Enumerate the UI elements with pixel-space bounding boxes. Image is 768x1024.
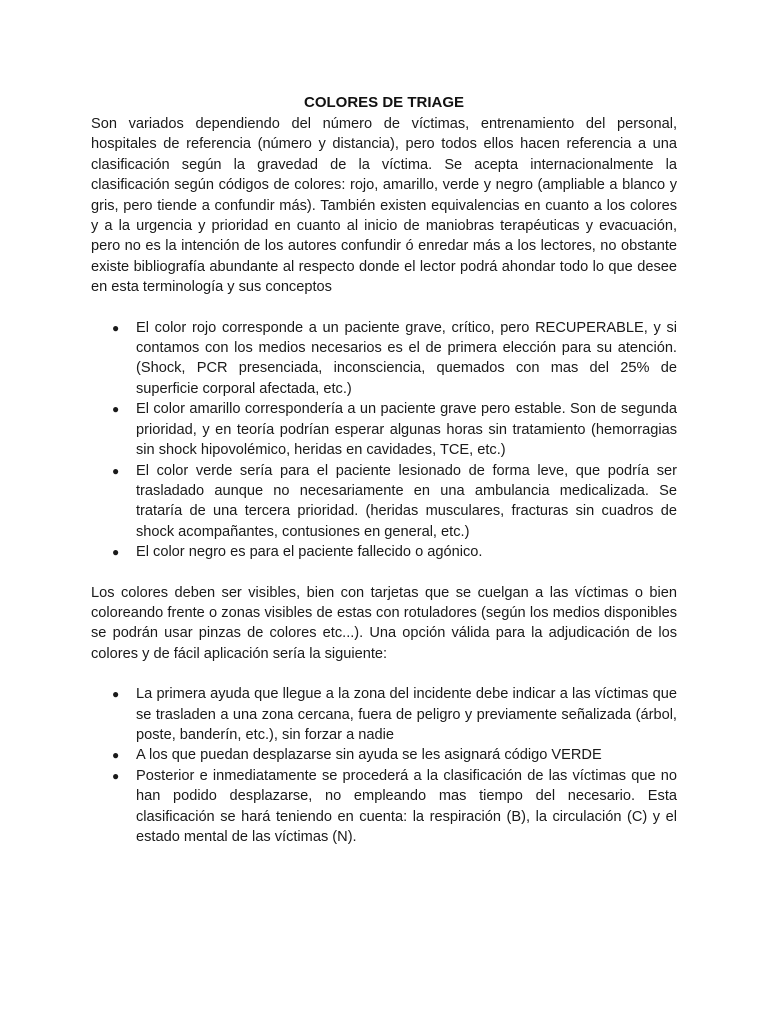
bullet-icon: ● (112, 402, 120, 417)
color-bullet-list (91, 318, 677, 563)
list-item-text: El color rojo corresponde a un paciente grave, crítico, pero RECUPERABLE, y si contamos con los medios necesarios es el de primera elección para su atención. (Shock, PCR presenciada, inconsciencia, quemados con mas del 25% de superficie corporal afectada, etc.) (136, 319, 677, 397)
list-item-text: Posterior e inmediatamente se procederá a la clasificación de las víctimas que no han podido desplazarse, no empleando mas tiempo del necesario. Esta clasificación se hará teniendo en cuenta: la respiración (B), la circulación (C) y el estado mental de las víctimas (N). (136, 767, 677, 845)
spacer (91, 563, 677, 583)
list-item-green-code (91, 745, 677, 765)
list-item-green (91, 461, 677, 543)
bullet-icon: ● (112, 320, 120, 335)
procedure-bullet-list (91, 684, 677, 847)
bullet-icon: ● (112, 687, 120, 702)
list-item-text: A los que puedan desplazarse sin ayuda se les asignará código VERDE (136, 747, 602, 764)
spacer (91, 298, 677, 318)
bullet-icon: ● (112, 748, 120, 763)
list-item-text: El color verde sería para el paciente lesionado de forma leve, que podría ser trasladado aunque no necesariamente en una ambulancia medicalizada. Se trataría de una tercera prioridad. (heridas musculares, fracturas sin cuadros de shock acompañantes, contusiones en general, etc.) (136, 462, 677, 540)
list-item-text: El color negro es para el paciente fallecido o agónico. (136, 544, 483, 561)
list-item-classification (91, 766, 677, 848)
bullet-icon: ● (112, 768, 120, 783)
document-page (91, 93, 677, 847)
visibility-paragraph: Los colores deben ser visibles, bien con tarjetas que se cuelgan a las víctimas o bien coloreando frente o zonas visibles de estas con rotuladores (según los medios disponibles se podrán usar pinzas de colores etc...). Una opción válida para la adjudicación de los colores y de fácil aplicación sería la siguiente: (91, 584, 677, 662)
intro-paragraph: Son variados dependiendo del número de víctimas, entrenamiento del personal, hospitales de referencia (número y distancia), pero todos ellos hacen referencia a una clasificación según la gravedad de la víctima. Se acepta internacionalmente la clasificación según códigos de colores: rojo, amarillo, verde y negro (ampliable a blanco y gris, pero tiende a confundir más). También existen equivalencias en cuanto a los colores y a la urgencia y prioridad en cuanto al inicio de maniobras terapéuticas y evacuación, pero no es la intención de los autores confundir ó enredar más a los lectores, no obstante existe bibliografía abundante al respecto donde el lector podrá ahondar todo lo que desee en esta terminología y sus conceptos (91, 116, 677, 296)
list-item-text: El color amarillo correspondería a un paciente grave pero estable. Son de segunda prioridad, y en teoría podrían esperar algunas horas sin tratamiento (hemorragias sin shock hipovolémico, heridas en cavidades, TCE, etc.) (136, 401, 677, 459)
bullet-icon: ● (112, 545, 120, 560)
bullet-icon: ● (112, 463, 120, 478)
list-item-yellow (91, 399, 677, 460)
list-item-black (91, 542, 677, 562)
list-item-first-aid (91, 684, 677, 745)
page-title: COLORES DE TRIAGE (303, 94, 464, 111)
list-item-text: La primera ayuda que llegue a la zona del incidente debe indicar a las víctimas que se trasladen a una zona cercana, fuera de peligro y previamente señalizada (árbol, poste, banderín, etc.), sin forzar a nadie (136, 686, 677, 743)
spacer (91, 664, 677, 684)
list-item-red (91, 318, 677, 400)
